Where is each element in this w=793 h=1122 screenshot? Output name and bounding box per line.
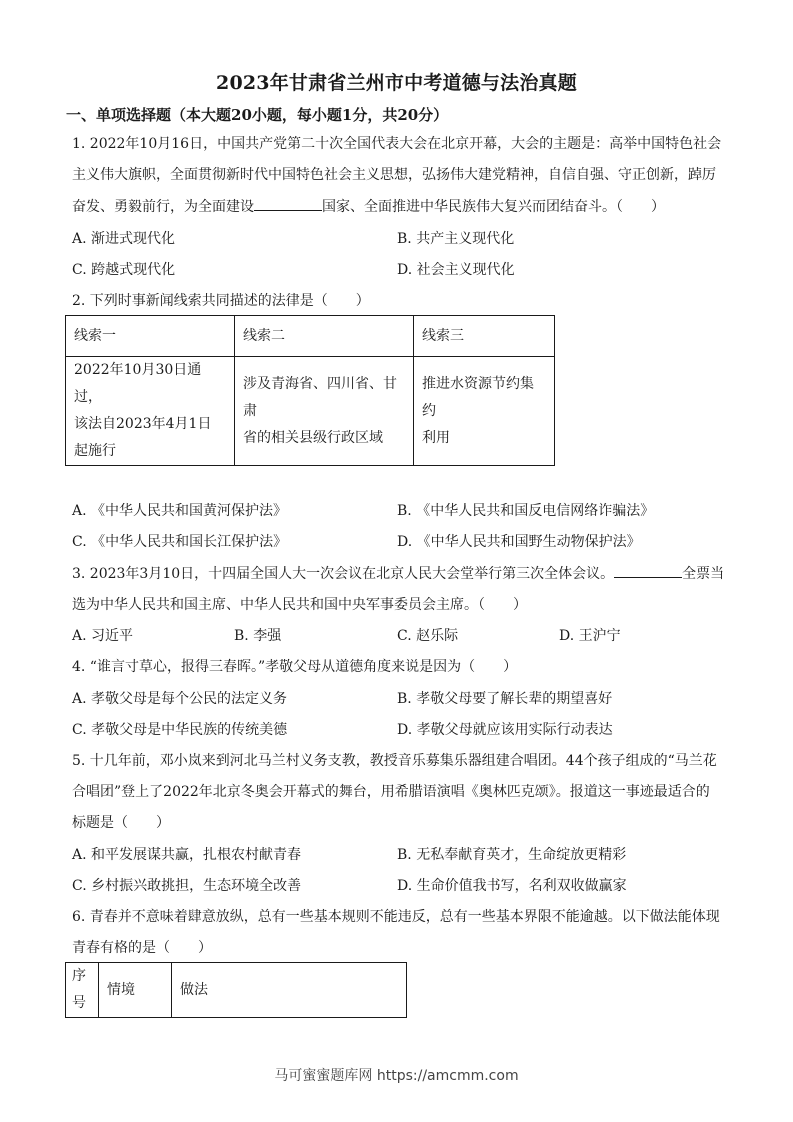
q1-line-3-start: 奋发、勇毅前行，为全面建设	[72, 199, 254, 215]
cell-line: 利用	[422, 429, 450, 446]
q1-line-3	[72, 196, 665, 216]
table-cell	[66, 357, 235, 466]
q5-option-d: D. 生命价值我书写，名利双收做赢家	[397, 878, 627, 894]
q2-option-a: A. 《中华人民共和国黄河保护法》	[72, 503, 288, 519]
q6-line-1: 6. 青春并不意味着肆意放纵，总有一些基本规则不能违反，总有一些基本界限不能逾越。以下做法能体现	[72, 909, 720, 925]
q4-option-b: B. 孝敬父母要了解长辈的期望喜好	[397, 691, 613, 707]
cell-line: 省的相关县级行政区域	[243, 429, 383, 446]
q5-option-a: A. 和平发展谋共赢，扎根农村献青春	[72, 847, 302, 863]
q3-line-1-start: 3. 2023年3月10日，十四届全国人大一次会议在北京人民大会堂举行第三次全体会议。	[72, 566, 615, 582]
answer-blank	[614, 563, 682, 578]
q6-table	[65, 962, 407, 1018]
q4-stem: 4. “谁言寸草心，报得三春晖。”孝敬父母从道德角度来说是因为（ ）	[72, 659, 518, 675]
q4-option-a: A. 孝敬父母是每个公民的法定义务	[72, 691, 288, 707]
q5-line-1: 5. 十几年前，邓小岚来到河北马兰村义务支教，教授音乐募集乐器组建合唱团。44个孩子组成的“马兰花	[72, 753, 717, 769]
q1-option-d: D. 社会主义现代化	[397, 262, 515, 278]
site-footer: 马可蜜蜜题库网 https://amcmm.com	[274, 1068, 519, 1084]
q1-option-b: B. 共产主义现代化	[397, 231, 515, 247]
q1-line-2: 主义伟大旗帜，全面贯彻新时代中国特色社会主义思想，弘扬伟大建党精神，自信自强、守正创新，踔厉	[72, 167, 716, 183]
q6-line-2: 青春有格的是（ ）	[72, 940, 212, 956]
table-header: 序号	[66, 963, 99, 1018]
q3-line-2: 选为中华人民共和国主席、中华人民共和国中央军事委员会主席。（ ）	[72, 597, 527, 613]
q4-option-c: C. 孝敬父母是中华民族的传统美德	[72, 722, 288, 738]
q4-option-d: D. 孝敬父母就应该用实际行动表达	[397, 722, 613, 738]
answer-blank	[254, 196, 322, 211]
table-cell	[235, 357, 414, 466]
q5-option-b: B. 无私奉献育英才，生命绽放更精彩	[397, 847, 627, 863]
cell-line: 2022年10月30日通过，	[74, 362, 202, 405]
q3-option-b: B. 李强	[234, 628, 282, 644]
table-header: 线索一	[66, 316, 235, 357]
q5-line-2: 合唱团”登上了2022年北京冬奥会开幕式的舞台，用希腊语演唱《奥林匹克颂》。报道这一事迹最适合的	[72, 784, 710, 800]
table-cell	[414, 357, 555, 466]
q2-option-d: D. 《中华人民共和国野生动物保护法》	[397, 534, 641, 550]
q1-option-c: C. 跨越式现代化	[72, 262, 176, 278]
q3-option-a: A. 习近平	[72, 628, 134, 644]
q1-option-a: A. 渐进式现代化	[72, 231, 176, 247]
q5-option-c: C. 乡村振兴敢挑担，生态环境全改善	[72, 878, 302, 894]
q3-line-1-end: 全票当	[682, 566, 725, 582]
cell-line: 起施行	[74, 443, 116, 459]
q3-line-1	[72, 563, 724, 583]
q1-line-1: 1. 2022年10月16日，中国共产党第二十次全国代表大会在北京开幕，大会的主题是：高举中国特色社会	[72, 136, 722, 152]
cell-line: 推进水资源节约集约	[422, 375, 534, 419]
table-header: 线索二	[235, 316, 414, 357]
q2-option-b: B. 《中华人民共和国反电信网络诈骗法》	[397, 503, 655, 519]
page-title: 2023年甘肃省兰州市中考道德与法治真题	[216, 72, 577, 94]
section-heading: 一、单项选择题（本大题20小题，每小题1分，共20分）	[66, 106, 449, 124]
table-header: 情境	[99, 963, 172, 1018]
q5-line-3: 标题是（ ）	[72, 815, 170, 831]
cell-line: 涉及青海省、四川省、甘肃	[243, 375, 397, 419]
table-header: 线索三	[414, 316, 555, 357]
cell-line: 该法自2023年4月1日	[74, 416, 212, 432]
q3-option-d: D. 王沪宁	[559, 628, 621, 644]
q3-option-c: C. 赵乐际	[397, 628, 459, 644]
q1-line-3-end: 国家、全面推进中华民族伟大复兴而团结奋斗。（ ）	[322, 199, 665, 215]
q2-stem: 2. 下列时事新闻线索共同描述的法律是（ ）	[72, 293, 370, 309]
q2-option-c: C. 《中华人民共和国长江保护法》	[72, 534, 288, 550]
table-header: 做法	[172, 963, 407, 1018]
q2-clue-table	[65, 315, 555, 466]
